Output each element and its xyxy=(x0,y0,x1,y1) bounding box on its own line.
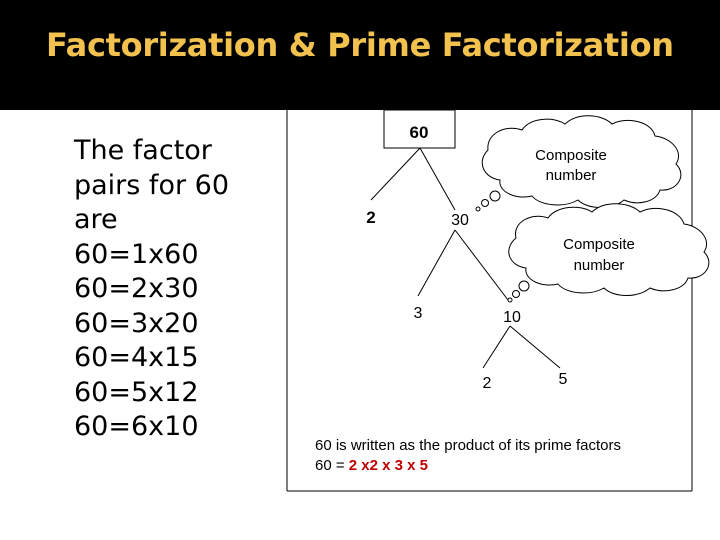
list-item: The factor xyxy=(74,135,212,166)
list-item: 60=4x15 xyxy=(74,342,199,373)
node-2-leaf: 2 xyxy=(482,375,492,392)
prime-factor-caption xyxy=(315,436,621,476)
node-5-leaf: 5 xyxy=(558,371,568,388)
list-item: 60=5x12 xyxy=(74,376,199,408)
node-3: 3 xyxy=(413,305,423,322)
list-item: 60=3x20 xyxy=(74,307,199,339)
slide-title: Factorization & Prime Factorization xyxy=(46,26,674,64)
list-item: are xyxy=(74,204,118,235)
list-item: pairs for 60 xyxy=(74,169,229,201)
prime-factors: 2 x2 x 3 x 5 xyxy=(348,457,429,474)
callout-1-line-1: Composite xyxy=(535,147,607,164)
callout-2-line-2: number xyxy=(573,257,625,274)
root-node: 60 xyxy=(409,123,429,142)
node-2: 2 xyxy=(366,208,376,227)
node-30: 30 xyxy=(451,212,469,229)
caption-line-1: 60 is written as the product of its prime factors xyxy=(315,437,621,454)
list-item: 60=2x30 xyxy=(74,273,199,304)
caption-line-2: 60 = 2 x2 x 3 x 5 xyxy=(315,457,429,474)
callout-2-line-1: Composite xyxy=(563,236,635,253)
list-item: 60=6x10 xyxy=(74,411,199,442)
node-10: 10 xyxy=(503,309,521,326)
callout-1-line-2: number xyxy=(545,167,597,184)
list-item: 60=1x60 xyxy=(74,238,199,270)
